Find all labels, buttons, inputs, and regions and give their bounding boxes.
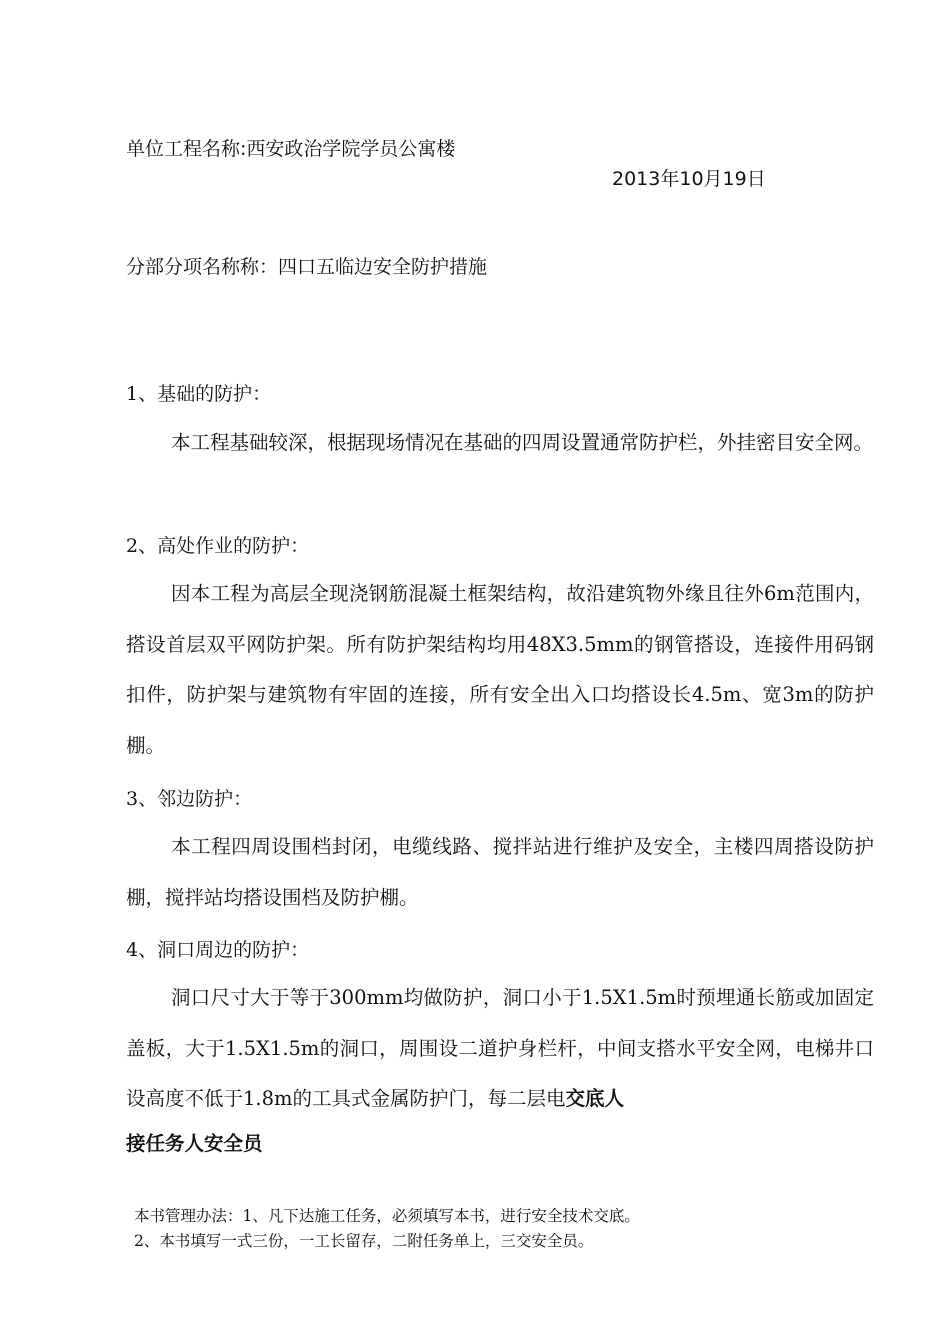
- section-1-body: 本工程基础较深，根据现场情况在基础的四周设置通常防护栏，外挂密目安全网。: [171, 431, 874, 454]
- section-2-heading: 2、高处作业的防护：: [126, 535, 310, 557]
- document-date: 2013年10月19日: [612, 168, 766, 190]
- footer-line-2: 2、本书填写一式三份，一工长留存，二附任务单上，三交安全员。: [134, 1232, 594, 1250]
- section-4-text: 洞口尺寸大于等于300mm均做防护，洞口小于1.5X1.5m时预埋通长筋或加固定盖板，大于1.5X1.5m的洞口，周围设二道护身栏杆，中间支搭水平安全网，电梯井口设高度不低于1.8m的工具式金属防护门，每二层电: [126, 986, 874, 1110]
- section-2-body: 因本工程为高层全现浇钢筋混凝土框架结构，故沿建筑物外缘且往外6m范围内，搭设首层双平网防护架。所有防护架结构均用48X3.5mm的钢管搭设，连接件用码钢扣件，防护架与建筑物有牢固的连接，所有安全出入口均搭设长4.5m、宽3m的防护棚。: [126, 582, 874, 757]
- section-3-body: 本工程四周设围档封闭，电缆线路、搅拌站进行维护及安全，主楼四周搭设防护棚，搅拌站均搭设围档及防护棚。: [126, 835, 874, 909]
- receiver-safety-officer-label: 接任务人安全员: [126, 1132, 263, 1155]
- section-3-heading: 3、邻边防护：: [126, 788, 253, 810]
- project-name: 单位工程名称:西安政治学院学员公寓楼: [126, 138, 456, 160]
- division-name: 分部分项名称称：四口五临边安全防护措施: [126, 256, 488, 278]
- section-4-heading: 4、洞口周边的防护：: [126, 939, 310, 961]
- section-1-heading: 1、基础的防护：: [126, 383, 272, 405]
- footer-line-1: 本书管理办法：1、凡下达施工任务，必须填写本书，进行安全技术交底。: [134, 1207, 640, 1225]
- section-4-body: [126, 973, 874, 1125]
- handover-person-label: 交底人: [565, 1087, 625, 1110]
